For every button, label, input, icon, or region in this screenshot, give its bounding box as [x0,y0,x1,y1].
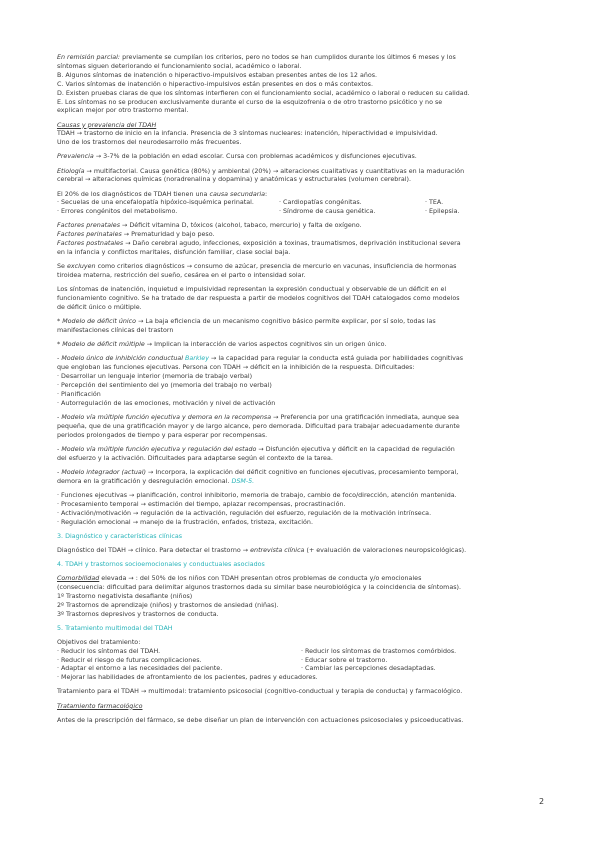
page-number: 2 [539,797,545,806]
sintomas-paragraph: Los síntomas de inatención, inquietud e impulsividad representan la expresión conductual y observable de un déficit en el funcionamiento cognitivo. Se ha tratado de dar respuesta a partir de modelos cognitivos del TDAH catalogados como modelos de déficit único o múltiple. [57,286,460,312]
list-item: · Regulación emocional → manejo de la frustración, enfados, tristeza, excitación. [57,518,313,526]
farmacologico-heading: Tratamiento farmacológico [57,702,143,710]
objetivos-columns: · Reducir los síntomas del TDAH. · Reducir el riesgo de futuras complicaciones. · Adaptar el entorno a las necesidades del paciente. · Reducir los síntomas de trastornos comórbidos. · Educar sobre el trastorno. · Cambiar las percepciones desadaptadas. [57,647,457,673]
causa-secundaria-block: El 20% de los diagnósticos de TDAH tienen una causa secundaria: · Secuelas de una encefalopatía hipóxico-isquémica perinatal. · Errores congénitos del metabolismo. · Cardiopatías congénitas. · Síndrome de causa genética. · TEA. · Epilepsia. [57,191,547,218]
dsm5-reference: DSM-5. [231,477,255,485]
causas-heading: Causas y prevalencia del TDAH [57,121,157,129]
farmacologico-paragraph: Antes de la prescripción del fármaco, se debe diseñar un plan de intervención con actuaciones psicosociales y psicoeducativas. [57,716,464,724]
modelo-inhibicion-conductual: - Modelo único de inhibición conductual Barkley → la capacidad para regular la conducta está guiada por habilidades cognitivas que engloban las funciones ejecutivas. Persona con TDAH → déficit en la inhibición de la respuesta. Dificultades: · Desarrollar un lenguaje interior (memoria de trabajo verbal) · Percepción del sentimiento del yo (memoria del trabajo no verbal) · Planificación · Autorregulación de las emociones, motivación y nivel de activación [57,355,547,408]
comorbilidad-paragraph: Comorbilidad elevada → : del 50% de los niños con TDAH presentan otros problemas de conducta y/o emocionales (consecuencia: dificultad para delimitar algunos trastornos dada su similar base neurobiológica y la coincidencia de síntomas). 1º Trastorno negativista desafiante (niños) 2º Trastornos de aprendizaje (niños) y trastornos de ansiedad (niñas). 3º Trastornos depresivos y trastornos de conducta. [57,574,461,618]
funciones-list [57,492,547,528]
document-page [57,54,547,731]
excluyen-paragraph: Se excluyen como criterios diagnósticos → consumo de azúcar, presencia de mercurio en vacunas, insuficiencia de hormonas tiroidea materna, restricción del sueño, cesárea en el parto o intensidad solar. [57,263,457,280]
remision-label: En remisión parcial: [57,54,121,61]
section-4-heading: 4. TDAH y trastornos socioemocionales y conductuales asociados [57,560,265,568]
prevalencia-paragraph: Prevalencia → 3-7% de la población en edad escolar. Cursa con problemas académicos y disfunciones ejecutivas. [57,153,417,161]
list-item: · Funciones ejecutivas → planificación, control inhibitorio, memoria de trabajo, cambio de foco/dirección, atención mantenida. [57,491,457,499]
criterio-b: B. Algunos síntomas de inatención o hiperactivo-impulsivos estaban presentes antes de los 12 años. [57,71,378,79]
criterio-d: D. Existen pruebas claras de que los síntomas interfieren con el funcionamiento social, académico o laboral o reducen su calidad. [57,89,470,97]
list-item: · Desarrollar un lenguaje interior (memoria de trabajo verbal) [57,373,253,381]
section-3-heading: 3. Diagnóstico y características clínicas [57,532,183,540]
criterios-list: B. Algunos síntomas de inatención o hiperactivo-impulsivos estaban presentes antes de los 12 años. C. Varios síntomas de inatención o hiperactivo-impulsivos están presentes en dos o más contextos. D. Existen pruebas claras de que los síntomas interfieren con el funcionamiento social, académico o laboral o reducen su calidad. E. Los síntomas no se producen exclusivamente durante el curso de la esquizofrenia o de otro trastorno psicótico y no se explican mejor por otro trastorno mental. [57,72,547,117]
criterio-e: E. Los síntomas no se producen exclusivamente durante el curso de la esquizofrenia o de otro trastorno psicótico y no se [57,98,443,106]
etiologia-paragraph: Etiología → multifactorial. Causa genética (80%) y ambiental (20%) → alteraciones cualitativas y cuantitativas en la maduración cerebral → alteraciones químicas (noradrenalina y dopamina) y anatómicas y estructurales (volumen cerebral). [57,167,465,184]
list-item: · Activación/motivación → regulación de la activación, regulación del esfuerzo, regulación de la motivación intrínseca. [57,509,432,517]
objetivos-block: Objetivos del tratamiento: · Reducir los síntomas del TDAH. · Reducir el riesgo de futuras complicaciones. · Adaptar el entorno a las necesidades del paciente. · Reducir los síntomas de trastornos comórbidos. · Educar sobre el trastorno. · Cambiar las percepciones desadaptadas. · Mejorar las habilidades de afrontamiento de los pacientes, padres y educadores. [57,639,547,684]
tdah-definition: TDAH → trastorno de inicio en la infancia. Presencia de 3 síntomas nucleares: inatención, hiperactividad e impulsividad. Uno de los trastornos del neurodesarrollo más frecuentes. [57,130,438,147]
criterio-c: C. Varios síntomas de inatención o hiperactivo-impulsivos están presentes en dos o más contextos. [57,80,374,88]
tratamiento-paragraph: Tratamiento para el TDAH → multimodal: tratamiento psicosocial (cognitivo-conductual y terapia de conducta) y farmacológico. [57,688,463,696]
section-5-heading: 5. Tratamiento multimodal del TDAH [57,624,173,632]
factores-paragraph: Factores prenatales → Déficit vitamina D, tóxicos (alcohol, tabaco, mercurio) y falta de oxígeno. Factores perinatales → Prematuridad y bajo peso. Factores postnatales → Daño cerebral agudo, infecciones, exposición a toxinas, traumatismos, deprivación institucional severa en la infancia y conflictos maritales, disfunción familiar, clase social baja. [57,222,461,257]
causa-secundaria-columns: · Secuelas de una encefalopatía hipóxico-isquémica perinatal. · Errores congénitos del metabolismo. · Cardiopatías congénitas. · Síndrome de causa genética. · TEA. · Epilepsia. [57,199,460,216]
modelo-demora-recompensa: - Modelo vía múltiple función ejecutiva y demora en la recompensa → Preferencia por una gratificación inmediata, aunque sea pequeña, que de una gratificación mayor y de largo alcance, pero demorada. Dificultad para trabajar adecuadamente durante periodos prolongados de tiempo y para esperar por recompensas. [57,413,460,439]
remision-paragraph: En remisión parcial: previamente se cumplían los criterios, pero no todos se han cumplidos durante los últimos 6 meses y los síntomas siguen deteriorando el funcionamiento social, académico o laboral. [57,54,456,70]
list-item: · Procesamiento temporal → estimación del tiempo, aplazar recompensas, procrastinación. [57,500,346,508]
list-item: · Percepción del sentimiento del yo (memoria del trabajo no verbal) [57,381,272,389]
barkley-reference: Barkley [183,355,209,363]
modelo-deficit-multiple: * Modelo de déficit múltiple → Implican la interacción de varios aspectos cognitivos sin un origen único. [57,341,387,349]
list-item: · Planificación [57,390,101,398]
modelo-regulacion-estado: - Modelo vía múltiple función ejecutiva y regulación del estado → Disfunción ejecutiva y déficit en la capacidad de regulación del esfuerzo y la activación. Dificultades para adaptarse según el contexto de la tarea. [57,445,455,462]
list-item: · Autorregulación de las emociones, motivación y nivel de activación [57,399,276,407]
modelo-deficit-unico: * Modelo de déficit único → La baja eficiencia de un mecanismo cognitivo básico permite explicar, por sí solo, todas las manifestaciones clínicas del trastorn [57,318,436,335]
modelo-integrador: - Modelo integrador (actual) → Incorpora, la explicación del déficit cognitivo en funciones ejecutivas, procesamiento temporal, demora en la gratificación y desregulación emocional. DSM-5. [57,468,459,485]
diagnostico-paragraph: Diagnóstico del TDAH → clínico. Para detectar el trastorno → entrevista clínica (+ evaluación de valoraciones neuropsicológicas). [57,546,467,554]
